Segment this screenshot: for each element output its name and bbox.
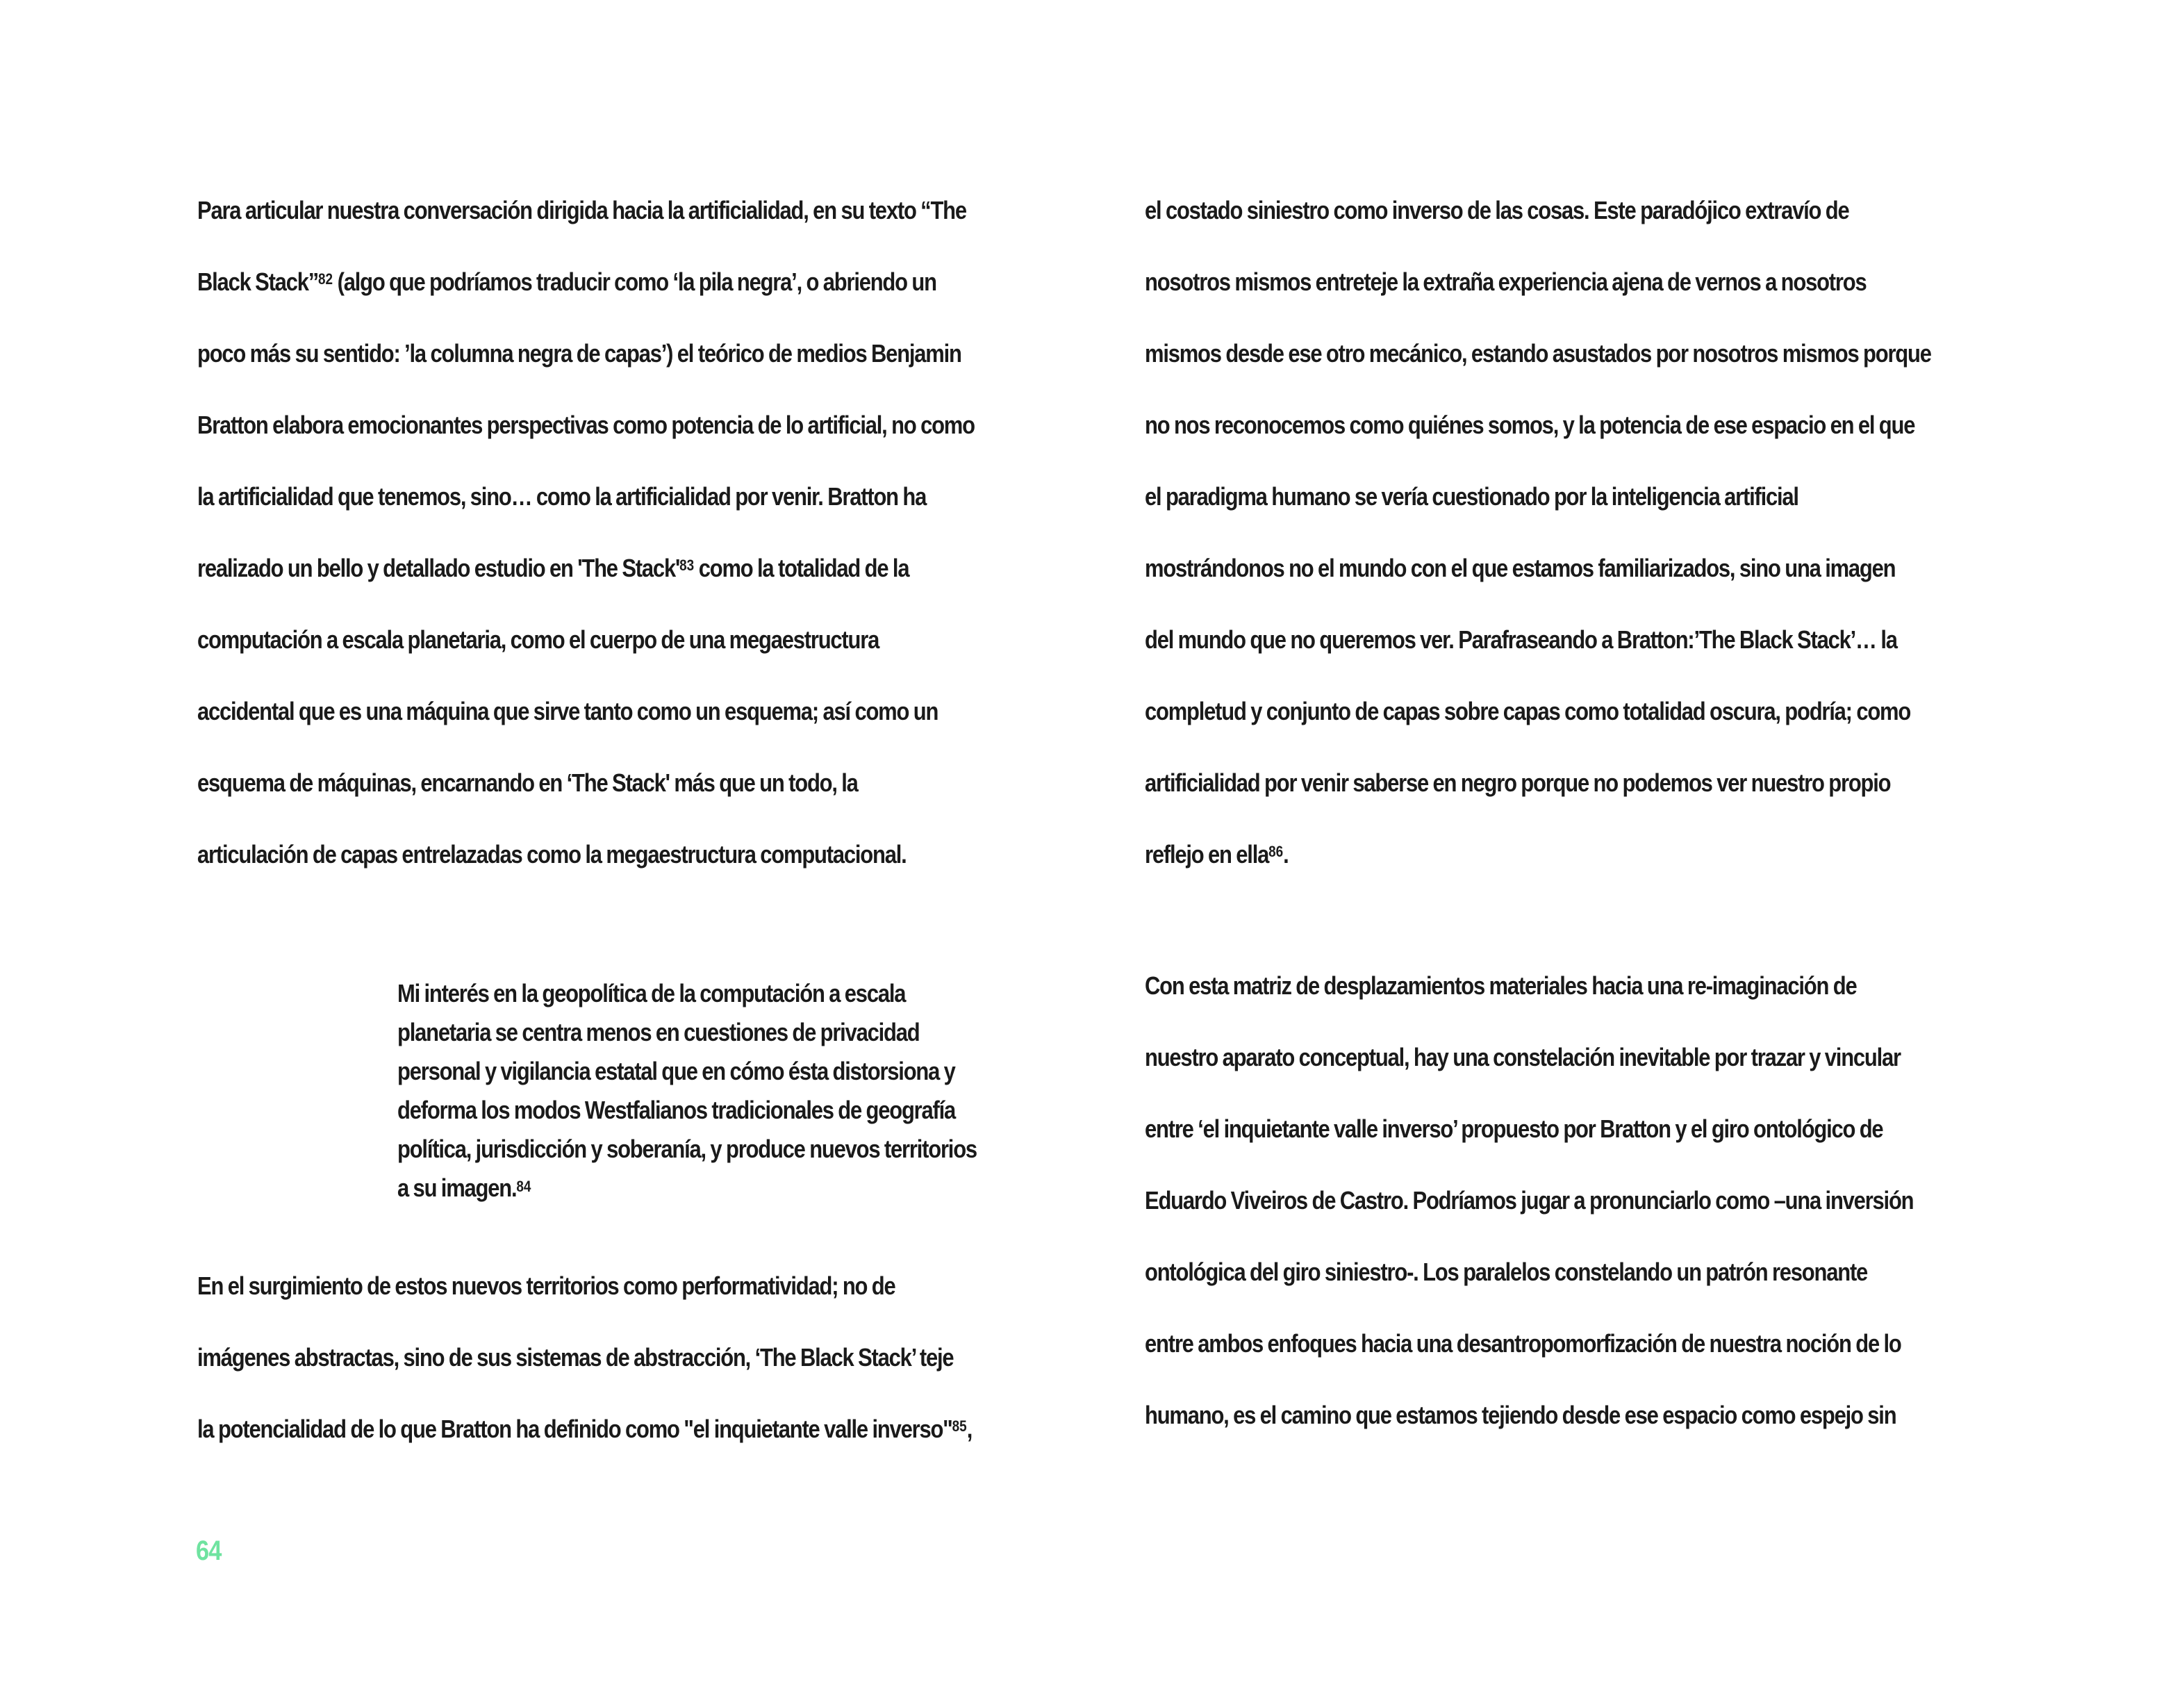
page-number: 64	[196, 1536, 222, 1566]
text-line: accidental que es una máquina que sirve tanto como un esquema; así como un	[197, 697, 938, 725]
text-line: completud y conjunto de capas sobre capas como totalidad oscura, podría; como	[1145, 697, 1911, 725]
text-line: artificialidad por venir saberse en negro porque no podemos ver nuestro propio	[1145, 768, 1891, 797]
footnote-ref[interactable]: 84	[516, 1178, 531, 1195]
paragraph	[1145, 186, 2011, 902]
text-line: Mi interés en la geopolítica de la computación a escala	[397, 979, 906, 1007]
footnote-ref[interactable]: 85	[952, 1417, 967, 1435]
text-line: Para articular nuestra conversación dirigida hacia la artificialidad, en su texto “The	[197, 196, 966, 224]
text-line: nosotros mismos entreteje la extraña experiencia ajena de vernos a nosotros	[1145, 268, 1867, 296]
text-line: entre ambos enfoques hacia una desantropomorfización de nuestra noción de lo	[1145, 1329, 1901, 1358]
paragraph	[1145, 962, 2011, 1463]
footnote-ref[interactable]: 83	[679, 557, 695, 574]
text-line: poco más su sentido: ’la columna negra de capas’) el teórico de medios Benjamin	[197, 339, 961, 368]
text-line: la artificialidad que tenemos, sino… como la artificialidad por venir. Bratton ha	[197, 482, 927, 511]
text-line: la potencialidad de lo que Bratton ha definido como "el inquietante valle inverso"$^{85}$,	[197, 1415, 973, 1443]
text-line: humano, es el camino que estamos tejiendo desde ese espacio como espejo sin	[1145, 1401, 1896, 1429]
left-column	[197, 186, 1073, 902]
text-line: reflejo en ella$^{86}$.	[1145, 840, 1289, 869]
text-line: mostrándonos no el mundo con el que estamos familiarizados, sino una imagen	[1145, 554, 1896, 582]
text-line: el paradigma humano se vería cuestionado por la inteligencia artificial	[1145, 482, 1798, 511]
text-line: mismos desde ese otro mecánico, estando asustados por nosotros mismos porque	[1145, 339, 1931, 368]
text-line: personal y vigilancia estatal que en cómo ésta distorsiona y	[397, 1057, 955, 1085]
text-line: esquema de máquinas, encarnando en ‘The Stack' más que un todo, la	[197, 768, 858, 797]
paragraph	[197, 1262, 1064, 1476]
text-line: articulación de capas entrelazadas como la megaestructura computacional.	[197, 840, 907, 869]
text-line: imágenes abstractas, sino de sus sistemas de abstracción, ‘The Black Stack’ teje	[197, 1343, 954, 1372]
right-column	[1145, 186, 2020, 902]
text-line: política, jurisdicción y soberanía, y produce nuevos territorios	[397, 1135, 977, 1163]
text-line: ontológica del giro siniestro-. Los paralelos constelando un patrón resonante	[1145, 1258, 1868, 1286]
text-line: deforma los modos Westfalianos tradicionales de geografía	[397, 1096, 956, 1124]
text-line: Bratton elabora emocionantes perspectivas como potencia de lo artificial, no como	[197, 411, 975, 439]
footnote-ref[interactable]: 86	[1268, 843, 1284, 860]
text-line: no nos reconocemos como quiénes somos, y la potencia de ese espacio en el que	[1145, 411, 1915, 439]
text-line: Eduardo Viveiros de Castro. Podríamos jugar a pronunciarlo como –una inversión	[1145, 1186, 1914, 1215]
footnote-ref[interactable]: 82	[318, 270, 333, 288]
text-line: Con esta matriz de desplazamientos materiales hacia una re-imaginación de	[1145, 971, 1857, 1000]
text-line: a su imagen.$^{84}$	[397, 1174, 531, 1202]
block-quote	[397, 974, 1054, 1208]
text-line: computación a escala planetaria, como el cuerpo de una megaestructura	[197, 625, 879, 654]
text-line: nuestro aparato conceptual, hay una constelación inevitable por trazar y vincular	[1145, 1043, 1901, 1071]
text-line: planetaria se centra menos en cuestiones de privacidad	[397, 1018, 920, 1046]
text-line: realizado un bello y detallado estudio en 'The $Stack'^{83}$ como la totalidad de la	[197, 554, 909, 582]
paragraph	[197, 186, 1064, 902]
text-line: Black Stack”$^{82}$ (algo que podríamos traducir como ‘la pila negra’, o abriendo un	[197, 268, 936, 296]
text-line: del mundo que no queremos ver. Parafraseando a Bratton:’The Black Stack’… la	[1145, 625, 1897, 654]
text-line: el costado siniestro como inverso de las cosas. Este paradójico extravío de	[1145, 196, 1849, 224]
text-line: entre ‘el inquietante valle inverso’ propuesto por Bratton y el giro ontológico de	[1145, 1114, 1883, 1143]
text-line: En el surgimiento de estos nuevos territorios como performatividad; no de	[197, 1272, 895, 1300]
